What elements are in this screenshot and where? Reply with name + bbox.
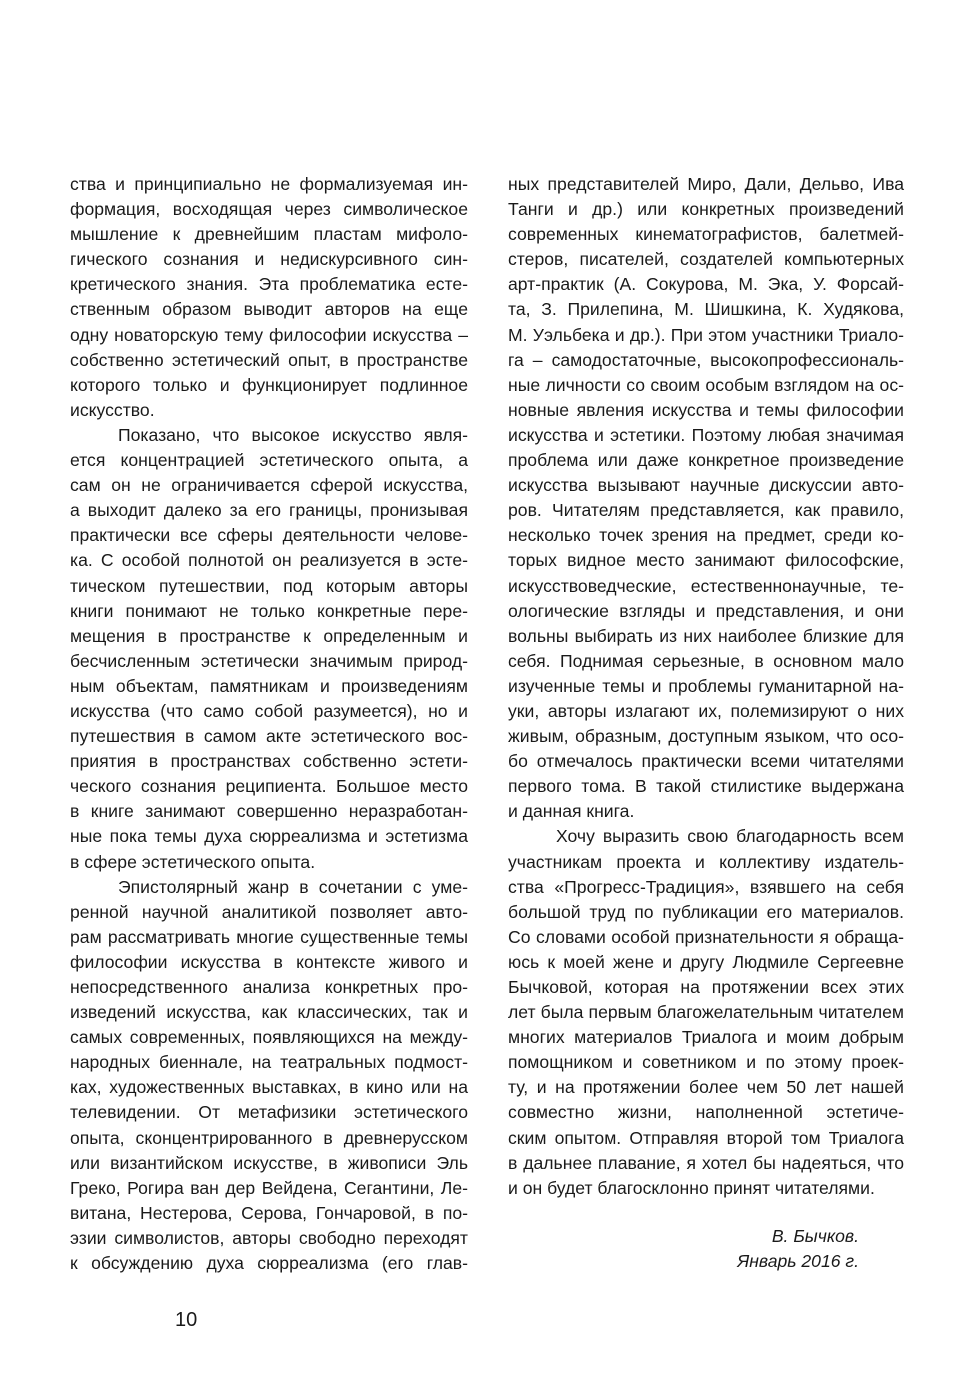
- text-line: ственным образом выводит авторов на еще: [70, 299, 468, 320]
- text-line: современных кинематографистов, балетмей-: [508, 224, 904, 245]
- text-line: совместно жизни, наполненной эстетиче-: [508, 1102, 904, 1123]
- text-line: ров. Читателям представляется, как правило,: [508, 500, 904, 521]
- text-line: ется концентрацией эстетического опыта, а: [70, 450, 468, 471]
- text-line: эзии символистов, авторы свободно переходят: [70, 1227, 468, 1248]
- text-line: кретического знания. Эта проблематика есте-: [70, 274, 468, 295]
- text-line: народных биеннале, на театральных подмост-: [70, 1052, 468, 1073]
- text-line: искусствоведческие, естественнонаучные, те-: [508, 575, 904, 596]
- text-line: Танги и др.) или конкретных произведений: [508, 199, 904, 220]
- text-line: книги понимают не только конкретные пере-: [70, 600, 468, 621]
- text-line: ка. С особой полнотой он реализуется в эсте-: [70, 550, 468, 571]
- text-line: собственно эстетический опыт, в пространстве: [70, 349, 468, 370]
- text-line: искусства вызывают научные дискуссии авто-: [508, 475, 904, 496]
- text-line: в сфере эстетического опыта.: [70, 851, 316, 872]
- text-line: бесчисленным эстетически значимым природ-: [70, 650, 468, 671]
- text-line: ренной научной аналитикой позволяет авто-: [70, 901, 468, 922]
- text-line: философии искусства в контексте живого и: [70, 951, 468, 972]
- text-line: ческого сознания реципиента. Большое место: [70, 776, 468, 797]
- text-line: уки, авторы излагают их, полемизируют о них: [508, 700, 904, 721]
- text-line: ским опытом. Отправляя второй том Триалога: [508, 1127, 904, 1148]
- text-line: себя. Поднимая серьезные, в основном мало: [508, 650, 904, 671]
- text-line: телевидении. От метафизики эстетического: [70, 1102, 468, 1123]
- signature-author: В. Бычков.: [771, 1226, 859, 1246]
- text-line: ным объектам, памятникам и произведениям: [70, 675, 468, 696]
- text-line: помощником и советником и по этому проек-: [508, 1052, 904, 1073]
- text-line: гического сознания и недискурсивного син-: [70, 249, 468, 270]
- text-line: практически все сферы деятельности челове-: [70, 525, 468, 546]
- text-line: или византийском искусстве, в живописи Эль: [70, 1152, 468, 1173]
- text-line: и данная книга.: [508, 801, 635, 822]
- text-line: бо отмечалось практически всеми читателями: [508, 751, 904, 772]
- text-line: ках, художественных выставках, в кино или на: [70, 1077, 468, 1098]
- text-line: искусства и эстетики. Поэтому любая значимая: [508, 424, 904, 445]
- text-line: ства и принципиально не формализуемая ин-: [70, 174, 468, 194]
- text-line: ологические взгляды и представления, и они: [508, 600, 904, 621]
- text-line: в дальнее плавание, я хотел бы надеяться, что: [508, 1152, 904, 1173]
- text-line: изученные темы и проблемы гуманитарной на-: [508, 675, 904, 696]
- text-line: живым, образным, доступным языком, что осо-: [508, 726, 904, 747]
- text-line: многих материалов Триалога и моим добрым: [508, 1027, 904, 1048]
- text-line: тическом путешествии, под которым авторы: [70, 575, 468, 596]
- text-line: новные явления искусства и темы философии: [508, 399, 904, 420]
- text-line: которого только и функционирует подлинное: [70, 374, 468, 395]
- text-line: искусство.: [70, 399, 155, 420]
- text-line: вольны выбирать из них наиболее близкие для: [508, 625, 904, 646]
- text-line: несколько точек зрения на предмет, среди ко-: [508, 525, 904, 546]
- text-line: Эпистолярный жанр в сочетании с уме-: [118, 876, 468, 897]
- text-line: а выходит далеко за его границы, пронизывая: [70, 500, 468, 521]
- text-line: та, З. Прилепина, М. Шишкина, К. Худякова,: [508, 299, 904, 320]
- text-line: га – самодостаточные, высокопрофессиональ-: [508, 349, 904, 370]
- text-line: проблема или даже конкретное произведение: [508, 450, 904, 471]
- text-line: первого тома. В такой стилистике выдержана: [508, 776, 904, 797]
- text-line: изведений искусства, как классических, так и: [70, 1002, 468, 1023]
- text-line: ства «Прогресс-Традиция», взявшего на себя: [508, 876, 904, 897]
- text-line: путешествия в самом акте эстетического вос-: [70, 726, 468, 747]
- right-text-column: [508, 172, 904, 1201]
- text-line: участникам проекта и коллективу издатель-: [508, 851, 904, 872]
- text-line: арт-практик (А. Сокурова, М. Эка, У. Форсай-: [508, 274, 904, 295]
- text-line: и он будет благосклонно принят читателями.: [508, 1177, 875, 1198]
- text-line: ту, и на протяжении более чем 50 лет нашей: [508, 1077, 904, 1098]
- signature-date: Январь 2016 г.: [737, 1251, 859, 1271]
- text-line: непосредственного анализа конкретных про-: [70, 977, 468, 997]
- text-line: лет была первым благожелательным читателем: [508, 1002, 904, 1023]
- text-line: М. Уэльбека и др.). При этом участники Триало-: [508, 324, 904, 345]
- text-line: стеров, писателей, создателей компьютерных: [508, 249, 904, 270]
- page-number: 10: [175, 1309, 198, 1331]
- text-line: опыта, сконцентрированного в древнерусском: [70, 1127, 468, 1148]
- text-line: ных представителей Миро, Дали, Дельво, Ива: [508, 174, 904, 194]
- text-line: в книге занимают совершенно неразработан-: [70, 801, 468, 822]
- text-line: самых современных, появляющихся на между-: [70, 1027, 468, 1048]
- text-line: юсь к моей жене и другу Людмиле Сергеевне: [508, 951, 904, 972]
- text-line: сам он не ограничивается сферой искусства,: [70, 475, 468, 496]
- text-line: Показано, что высокое искусство явля-: [118, 424, 468, 445]
- text-line: рам рассматривать многие существенные темы: [70, 926, 468, 947]
- text-line: Греко, Рогира ван дер Вейдена, Сегантини, Ле-: [70, 1177, 468, 1198]
- text-line: формация, восходящая через символическое: [70, 199, 468, 220]
- text-line: приятия в пространствах собственно эстети-: [70, 751, 468, 772]
- text-line: мещения в пространстве к определенным и: [70, 625, 468, 646]
- text-line: большой труд по публикации его материалов.: [508, 901, 904, 922]
- text-line: Бычковой, которая на протяжении всех этих: [508, 977, 904, 997]
- text-line: Хочу выразить свою благодарность всем: [556, 826, 904, 847]
- text-line: мышление к древнейшим пластам мифоло-: [70, 224, 468, 245]
- text-line: ные пока темы духа сюрреализма и эстетизма: [70, 826, 468, 847]
- text-line: одну новаторскую тему философии искусства –: [70, 324, 468, 345]
- text-line: торых видное место занимают философские,: [508, 550, 904, 571]
- text-line: Со словами особой признательности я обраща-: [508, 926, 904, 947]
- text-line: искусства (что само собой разумеется), но и: [70, 700, 468, 721]
- left-text-column: [70, 172, 468, 1276]
- text-line: к обсуждению духа сюрреализма (его глав-: [70, 1253, 468, 1274]
- text-line: ные личности со своим особым взглядом на ос-: [508, 374, 904, 395]
- text-line: витана, Нестерова, Серова, Гончаровой, в по-: [70, 1202, 468, 1223]
